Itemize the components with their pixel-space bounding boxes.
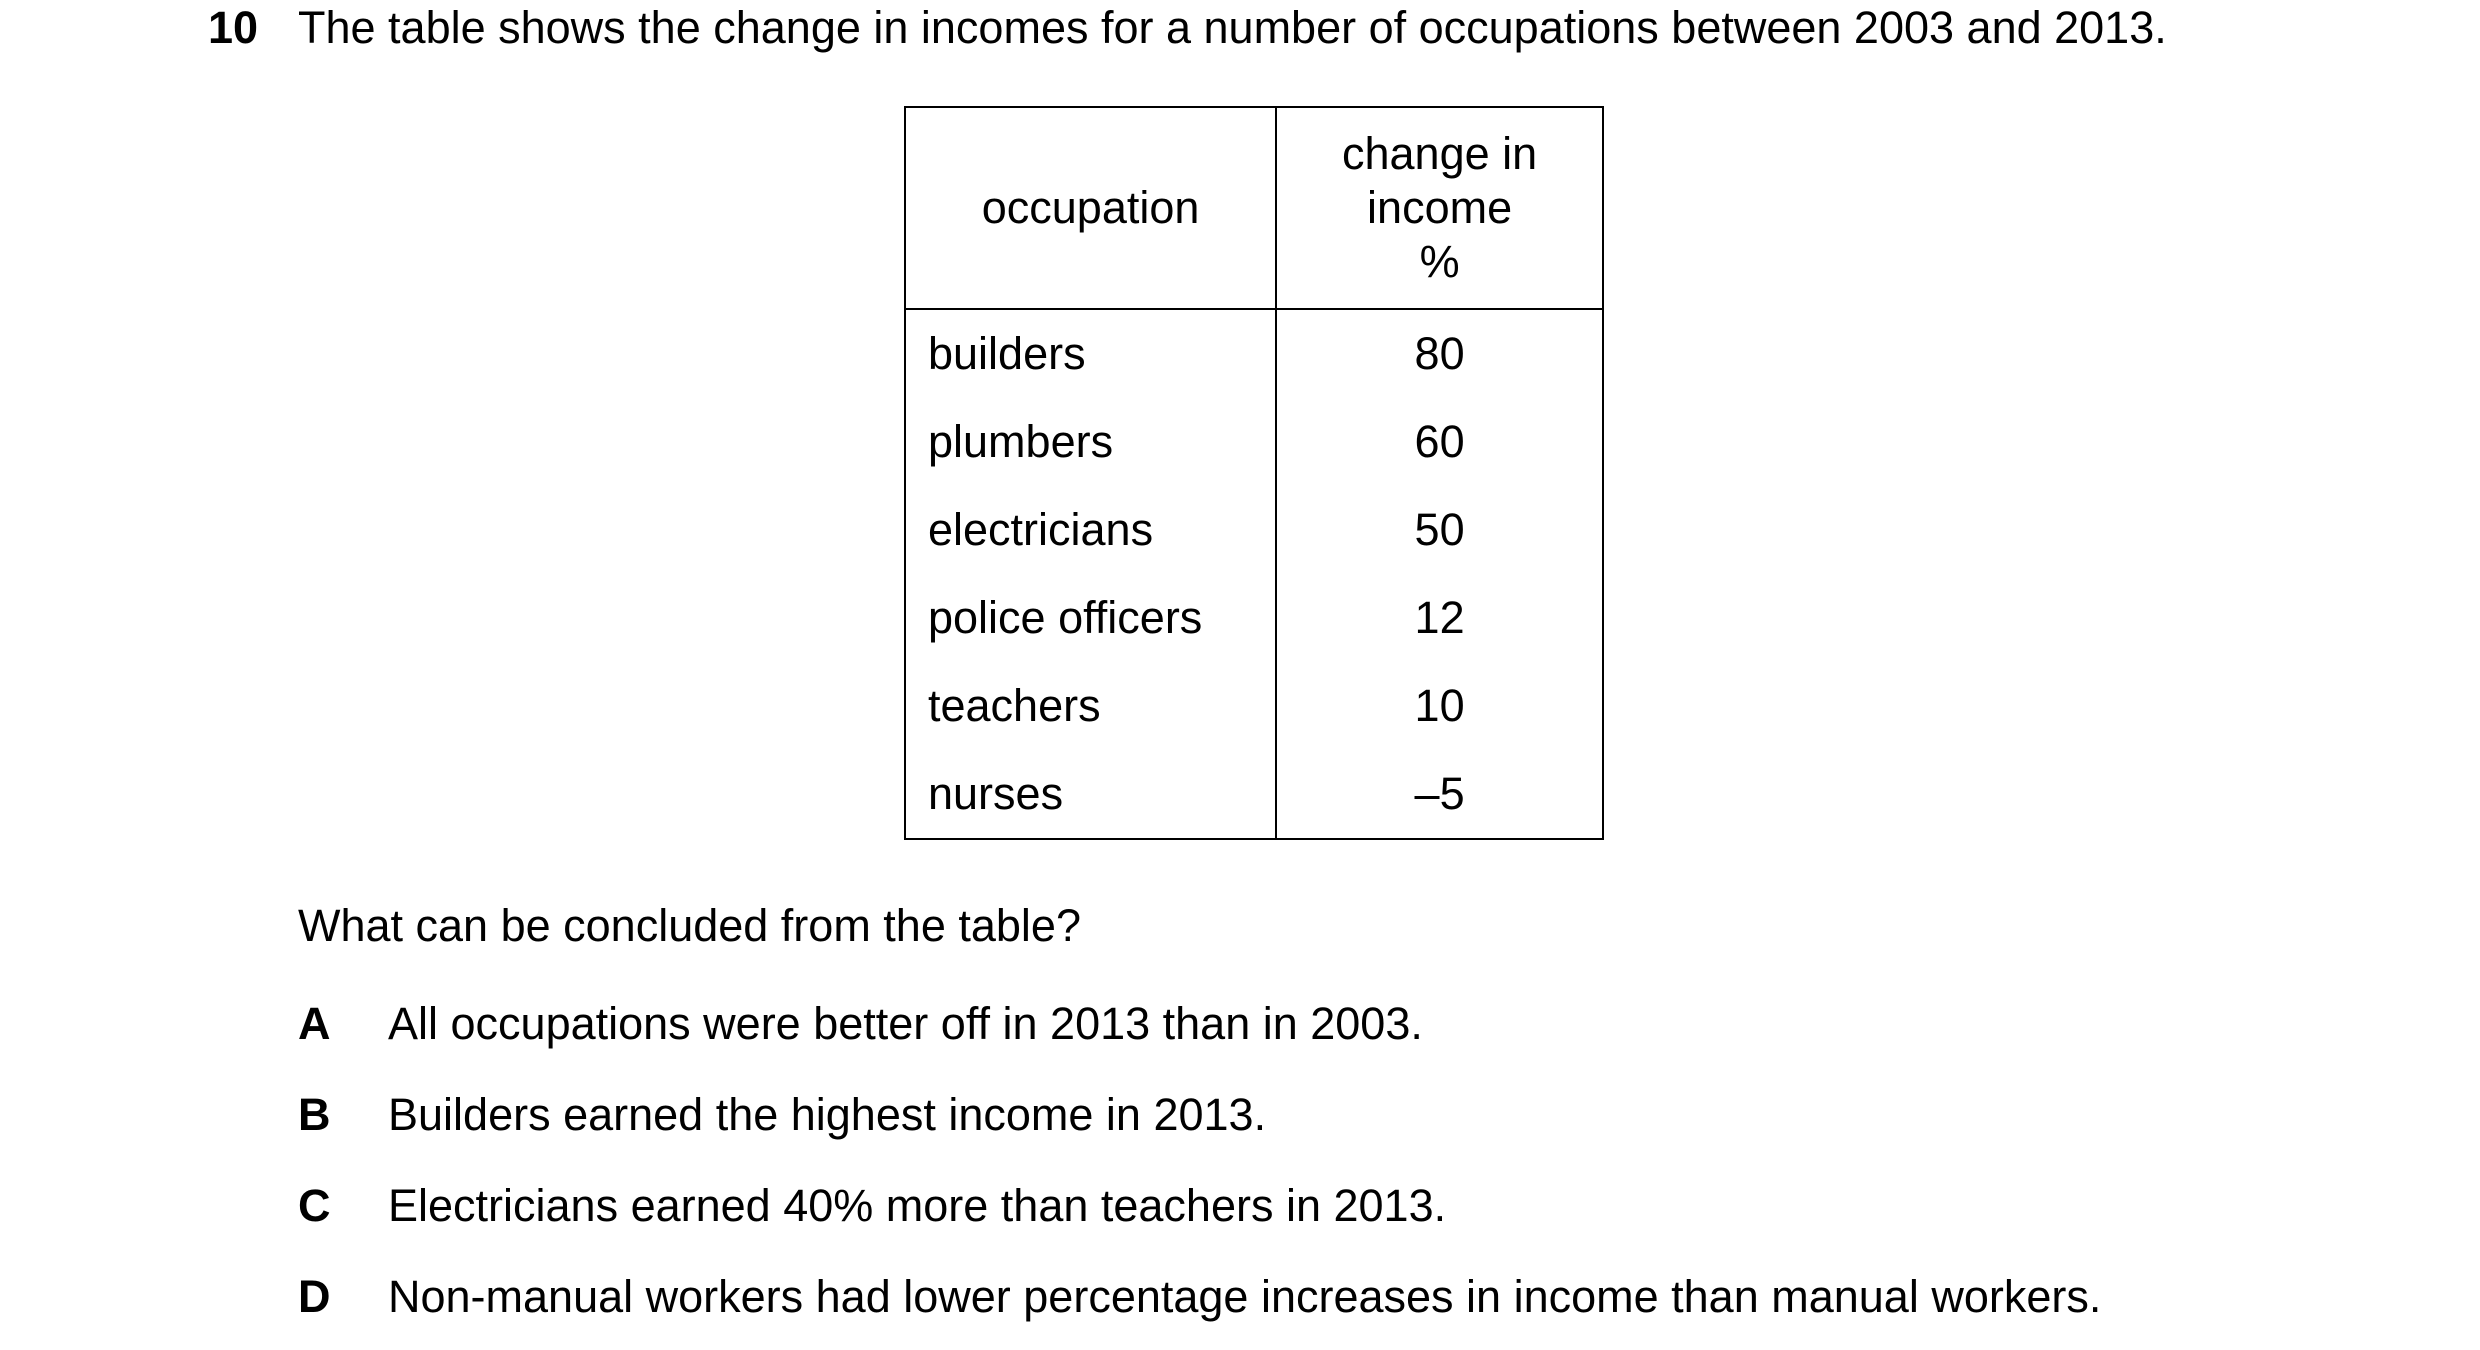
change-cell: –5 [1276,750,1603,839]
occupation-cell: electricians [905,486,1276,574]
change-cell: 80 [1276,309,1603,398]
table-row [905,662,1603,750]
option-letter: C [298,1180,331,1231]
occupation-cell: police officers [905,574,1276,662]
header-change-line-2: income [1367,182,1513,233]
option-text: All occupations were better off in 2013 than in 2003. [388,998,1423,1049]
header-change-line-3: % [1419,236,1460,287]
table-row [905,486,1603,574]
change-cell: 12 [1276,574,1603,662]
option-letter: B [298,1089,331,1140]
option-a[interactable] [298,996,1423,1052]
change-cell: 50 [1276,486,1603,574]
header-change-line-1: change in [1342,128,1538,179]
question-number: 10 [208,2,259,53]
option-letter: D [298,1271,331,1322]
change-cell: 10 [1276,662,1603,750]
income-change-table [904,106,1604,840]
occupation-cell: builders [905,309,1276,398]
header-change-in-income [1276,107,1603,309]
question-prompt: What can be concluded from the table? [298,900,1081,951]
table-row [905,574,1603,662]
option-text: Non-manual workers had lower percentage increases in income than manual workers. [388,1271,2102,1322]
occupation-cell: teachers [905,662,1276,750]
question-stem: The table shows the change in incomes for a number of occupations between 2003 and 2013. [298,2,2167,53]
option-b[interactable] [298,1087,1266,1143]
table-row [905,750,1603,839]
option-text: Builders earned the highest income in 2013. [388,1089,1267,1140]
table-row [905,398,1603,486]
table-row [905,309,1603,398]
occupation-cell: plumbers [905,398,1276,486]
header-occupation: occupation [905,107,1276,309]
table-header-row [905,107,1603,309]
occupation-cell: nurses [905,750,1276,839]
option-d[interactable] [298,1269,2101,1325]
option-letter: A [298,998,331,1049]
option-c[interactable] [298,1178,1446,1234]
option-text: Electricians earned 40% more than teachers in 2013. [388,1180,1447,1231]
change-cell: 60 [1276,398,1603,486]
